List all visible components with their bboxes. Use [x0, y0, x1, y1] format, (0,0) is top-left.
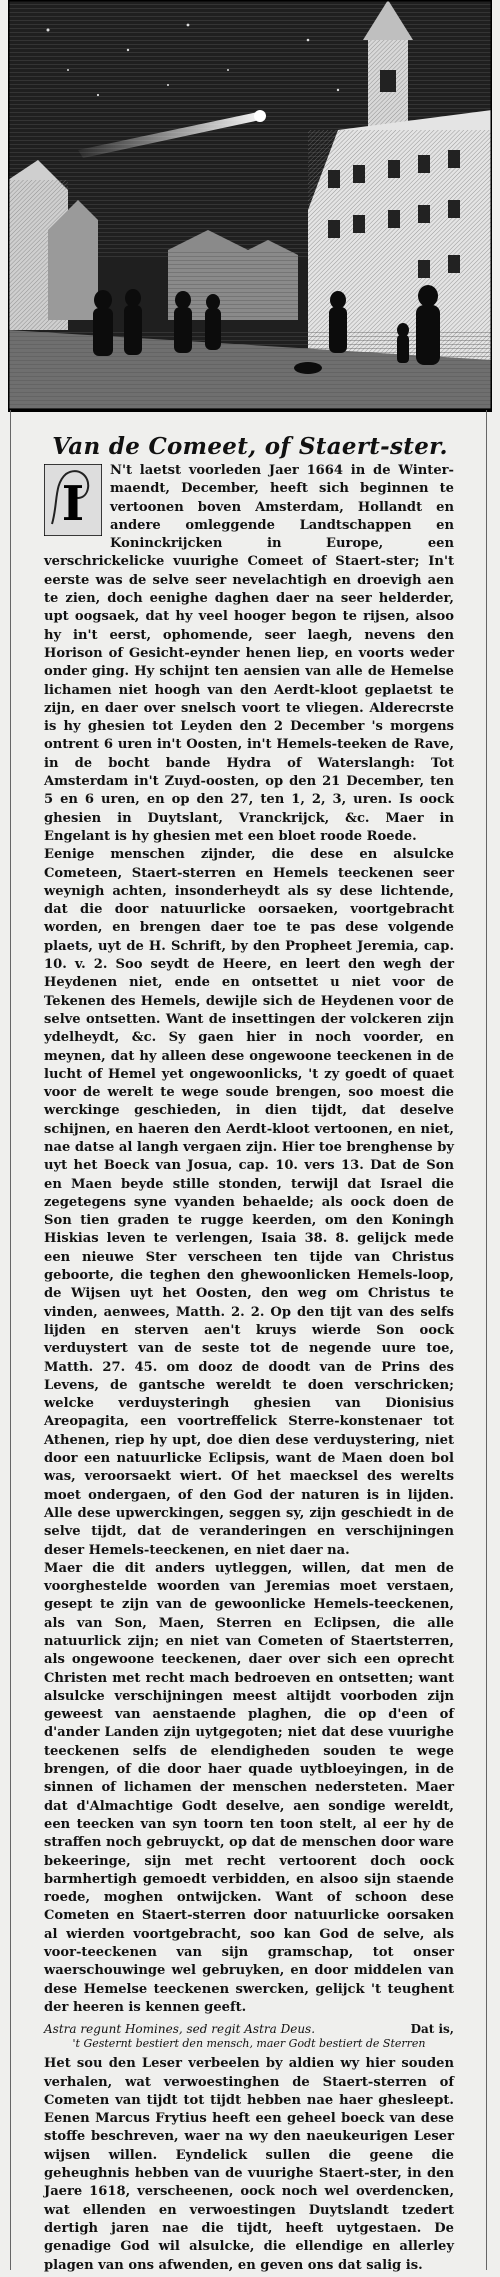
engraving-illustration: [8, 0, 492, 412]
paragraph-4: Het sou den Leser verbeelen by aldien wy hier souden verhalen, wat verwoestinghen de Staert-sterren of Cometen van tijdt tot tijdt hebben nae haer ghesleept. Eenen Marcus Frytius heeft een geheel boeck van dese stoffe beschreven, waer na wy den naeukeurigen Leser wijsen willen. Eyndelick sullen die geene die geheughnis hebben van de vuurighe Staert-ster, in den Jaere 1618, verscheenen, oock noch wel overdencken, wat ellenden en verwoestingen Duytslandt tzedert dertigh jaren nae die tijdt, heeft uytgestaen. De genadige God wil alsulcke, die ellendige en allerley plagen van ons afwenden, en geven ons dat salig is.: [44, 2056, 454, 2273]
paragraph-2: Eenige menschen zijnder, die dese en alsulcke Cometeen, Staert-sterren en Hemels teeckenen seer weynigh achten, insonderheydt als sy dese lichtende, dat die door natuurlicke oorsaeken, voortgebracht worden, en brengen daer toe te pas dese volgende plaets, uyt de H. Schrift, by den Propheet Jeremia, cap. 10. v. 2. Soo seydt de Heere, en leert den wegh der Heydenen niet, ende en ontsettet u niet voor de Tekenen des Hemels, dewijle sich de Heydenen voor de selve ontsetten. Want de insettingen der volckeren zijn ydelheydt, &c. Sy gaen hier in noch voorder, en meynen, dat hy alleen dese ongewoone teeckenen in de lucht of Hemel yet ongewoonlicks, 't zy goedt of quaet voor de werelt te wege soude brengen, soo moest die werckinge geschieden, in dien tijdt, dat deselve schijnen, en haeren den Aerdt-kloot vertoonen, en niet, nae datse al langh vergaen zijn. Hier toe brenghense by uyt het Boeck van Josua, cap. 10. vers 13. Dat de Son en Maen beyde stille stonden, terwijl dat Israel die zegetegens syne vyanden behaelde; als oock doen de Son tien graden te rugge keerden, om den Koningh Hiskias leven te verlengen, Isaia 38. 8. gelijck mede een nieuwe Ster verscheen ten tijde van Christus geboorte, die teghen den ghewoonlicken Hemels-loop, de Wijsen uyt het Oosten, den weg om Christus te vinden, aenwees, Matth. 2. 2. Op den tijt van des selfs lijden en sterven aen't kruys wierde Son oock verduystert van de seste tot de negende uure toe, Matth. 27. 45. om dooz de doodt van de Prins des Levens, de gantsche wereldt te doen verschricken; welcke verduysteringh ghesien van Dionisius Areopagita, een voortreffelick Sterre-konstenaer tot Athenen, riep hy upt, doe dien dese verduystering, niet door een natuurlicke Eclipsis, want de Maen doen bol was, veroorsaekt wiert. Of het maecksel des werelts moet ondergaen, of den God der naturen is in lijden. Alle dese upwerckingen, seggen sy, zijn geschiedt in de selve tijdt, dat de veranderingen en verschijningen deser Hemels-teeckenen, en niet daer na.: [44, 847, 454, 1558]
decorated-initial-I: [44, 464, 102, 536]
text-column: [44, 462, 454, 2275]
right-margin-rule: [486, 410, 487, 2270]
page-title: Van de Comeet, of Staert-ster.: [52, 433, 448, 461]
left-margin-rule: [10, 410, 11, 2270]
motto-dutch: 't Gesternt bestiert den mensch, maer Godt bestiert de Sterren: [72, 2037, 426, 2051]
paragraph-1: N't laetst voorleden Jaer 1664 in de Winter-maendt, December, heeft sich beginnen te vertoonen boven Amsterdam, Hollandt en andere omleggende Landtschappen en Koninckrijcken in Europe, een verschrickelicke vuurighe Comeet of Staert-ster; In't eerste was de selve seer nevelachtigh en droevigh aen te zien, doch eenighe daghen daer na seer helderder, upt oogsaek, dat hy veel hooger begon te rijsen, alsoo hy in't eerst, ophomende, seer laegh, nevens den Horison of Gesicht-eynder henen liep, en voorts weder onder ging. Hy schijnt ten aensien van alle de Hemelse lichamen niet hoogh van den Aerdt-kloot geplaetst te zijn, en daer over snelsch voort te vliegen. Alderecrste is hy ghesien tot Leyden den 2 December 's morgens ontrent 6 uren in't Oosten, in't Hemels-teeken de Rave, in de bocht bande Hydra of Waterslangh: Tot Amsterdam in't Zuyd-oosten, op den 21 December, ten 5 en 6 uren, en op den 27, ten 1, 2, 3, uren. Is oock ghesien in Duytslant, Vranckrijck, &c. Maer in Engelant is hy ghesien met een bloet roode Roede.: [44, 463, 454, 844]
motto-latin: Astra regunt Homines, sed regit Astra Deus.: [44, 2022, 316, 2037]
motto: [44, 2021, 454, 2051]
paragraph-3: Maer die dit anders uytleggen, willen, dat men de voorghestelde woorden van Jeremias moet verstaen, gesept te zijn van de gewoonlicke Hemels-teeckenen, als van Son, Maen, Sterren en Eclipsen, die alle natuurlick zijn; en niet van Cometen of Staertsterren, als ongewoone teeckenen, daer over sich een oprecht Christen met recht mach bedroeven en ontsetten; want alsulcke verschijningen meest altijdt voorboden zijn geweest van aenstaende plaghen, die op d'een of d'ander Landen zijn uytgegoten; niet dat dese vuurighe teeckenen selfs de elendigheden souden te wege brengen, of die door haer quade uytbloeyingen, in de sinnen of lichamen der menschen nedersteten. Maer dat d'Almachtige Godt deselve, aen sondige wereldt, een teecken van syn toorn ten toon stelt, al eer hy de straffen noch gebruyckt, op dat de menschen door ware bekeeringe, sijn met recht vertoorent doch oock barmhertigh gemoedt verbidden, en alsoo sijn staende roede, moghen ontwijcken. Want of schoon dese Cometen en Staert-sterren door natuurlicke oorsaken al wierden voortgebracht, soo kan God de selve, als voor-teeckenen van sijn gramschap, tot onser waerschouwinge wel gebruyken, en door middelen van dese Hemelse teeckenen swercken, gelijck 't teughent der heeren is kennen geeft.: [44, 1560, 454, 2015]
svg-text:I: I: [61, 476, 85, 532]
motto-dat-is: Dat is,: [410, 2022, 454, 2037]
comet-head: [254, 110, 266, 122]
